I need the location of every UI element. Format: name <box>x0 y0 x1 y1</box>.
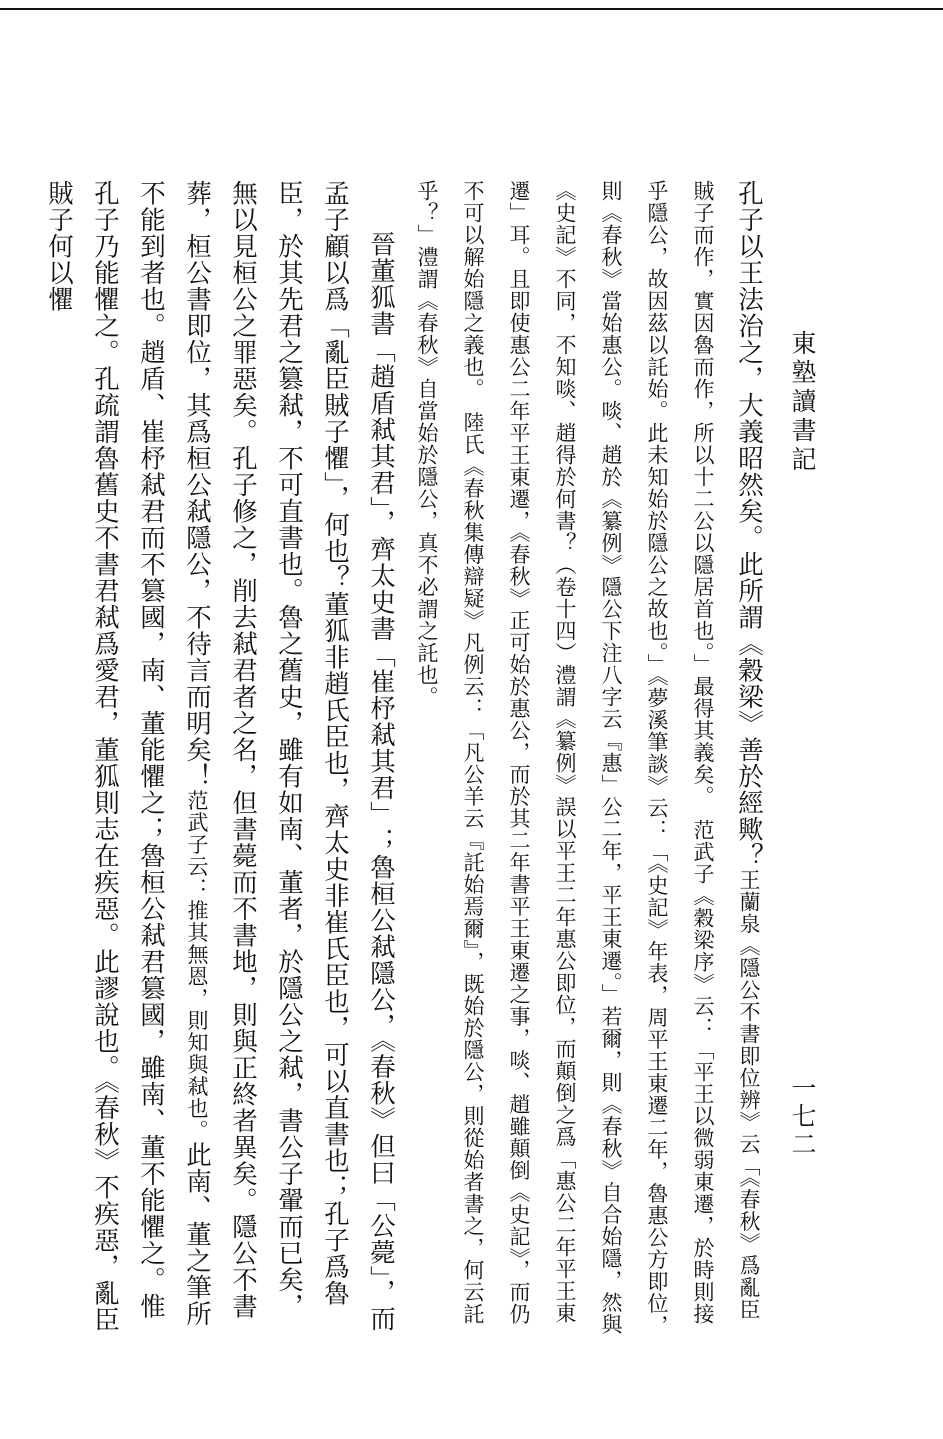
running-header-title: 東塾讀書記 <box>788 330 817 475</box>
paragraph-2-annotation: 范武子云：推其無恩，則知與弒也。 <box>185 789 209 1142</box>
top-border-rule <box>0 8 943 10</box>
paragraph-1-main-text: 孔子以王法治之，大義昭然矣。此所謂《穀梁》善於經歟？ <box>734 180 764 869</box>
vertical-text-body <box>44 180 772 1340</box>
paragraph-1 <box>404 180 772 1340</box>
paragraph-2-main-text-b: 此南、董之筆所不能到者也。趙盾、崔杼弒君而不篡國，南、董能懼之；魯桓公弒君篡國，雖南、董不能懼之。惟孔子乃能懼之。孔疏謂魯舊史不書君弒爲愛君，董狐則志在疾惡。此謬說也。《春秋》不疾惡，亂臣賊子何以懼 <box>44 180 212 1334</box>
paragraph-2 <box>36 180 404 1340</box>
paragraph-2-main-text-a: 晉董狐書「趙盾弒其君」，齊太史書「崔杼弒其君」；魯桓公弒隱公，《春秋》但曰「公薨」，而孟子顧以爲「亂臣賊子懼」，何也？董狐非趙氏臣也，齊太史非崔氏臣也，可以直書也；孔子爲魯臣，於其先君之篡弒，不可直書也。魯之舊史，雖有如南、董者，於隱公之弒，書公子翬而已矣，無以見桓公之罪惡矣。孔子修之，削去弒君者之名，但書薨而不書地，則與正終者異矣。隱公不書葬，桓公書即位，其爲桓公弒隱公，不待言而明矣！ <box>182 180 396 1333</box>
paragraph-1-annotation: 王蘭泉《隱公不書即位辨》云「《春秋》爲亂臣賊子而作，實因魯而作，所以十二公以隱居首也。」最得其義矣。 范武子《穀梁序》云：「平王以微弱東遷，於時則接乎隱公，故因茲以託始。此未知始於隱公之故也。」《夢溪筆談》云：「《史記》年表，周平王東遷二年，魯惠公方即位，則《春秋》當始惠公。啖、趙於《纂例》隱公下注八字云『惠」公二年，平王東遷。」若爾，則《春秋》自合始隱，然與《史記》不同，不知啖、趙得於何書？（卷十四）澧謂《纂例》誤以平王二年惠公即位，而顛倒之爲「惠公二年平王東遷」耳。且即使惠公二年平王東遷，《春秋》正可始於惠公，而於其二年書平王東遷之事，啖、趙雖顛倒《史記》，而仍不可以解始隱之義也。 陸氏《春秋集傳辯疑》凡例云：「凡公羊云『託始焉爾』，既始於隱公，則從始者書之，何云託乎？」澧謂《春秋》自當始於隱公，真不必謂之託也。 <box>415 180 761 1337</box>
page-number: 一七二 <box>788 1075 817 1159</box>
